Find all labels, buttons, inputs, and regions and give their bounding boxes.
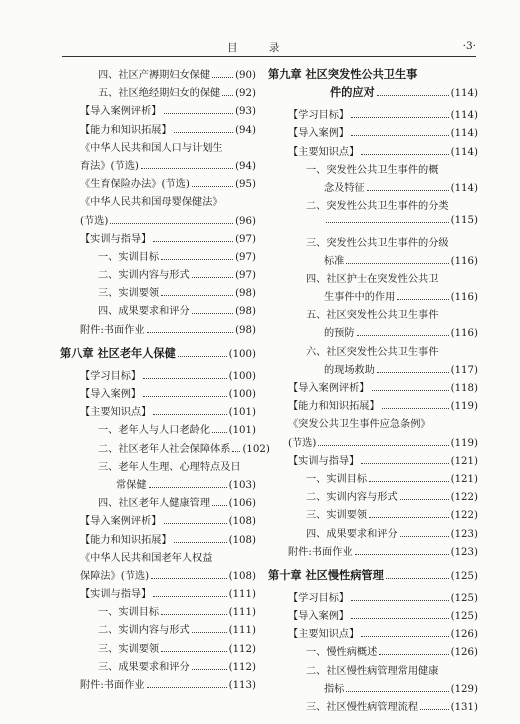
entry-title: 三、老年人生理、心理特点及日 bbox=[98, 461, 241, 473]
entry-title: 一、老年人与人口老龄化 bbox=[98, 425, 211, 437]
leader-dots bbox=[351, 612, 448, 619]
page-ref: (131) bbox=[450, 702, 478, 713]
entry-title: 六、社区突发性公共卫生事件 bbox=[306, 346, 439, 358]
leader-dots bbox=[164, 517, 227, 524]
entry-title: 四、社区老年人健康管理 bbox=[98, 498, 211, 510]
toc-entry bbox=[268, 680, 478, 698]
leader-dots bbox=[369, 475, 448, 482]
leader-dots bbox=[164, 107, 234, 114]
leader-dots bbox=[326, 216, 449, 223]
leader-dots bbox=[440, 167, 476, 173]
entry-title: 三、突发性公共卫生事件的分级 bbox=[306, 237, 449, 249]
toc-entry bbox=[268, 415, 478, 433]
toc-entry bbox=[268, 434, 478, 452]
leader-dots bbox=[367, 184, 449, 191]
page-ref: (100) bbox=[228, 370, 256, 382]
entry-title: 三、实训要领 bbox=[98, 288, 160, 300]
toc-entry bbox=[268, 488, 478, 506]
toc-entry bbox=[60, 567, 256, 585]
leader-dots bbox=[214, 555, 254, 561]
leader-dots bbox=[212, 499, 227, 506]
page-ref: (118) bbox=[450, 383, 478, 394]
entry-title: 【学习目标】 bbox=[80, 370, 142, 382]
leader-dots bbox=[346, 685, 448, 692]
leader-dots bbox=[377, 366, 449, 373]
entry-title: 二、实训内容与形式 bbox=[98, 625, 190, 637]
leader-dots bbox=[161, 289, 233, 296]
toc-entry bbox=[60, 367, 256, 385]
toc-entry bbox=[268, 179, 478, 197]
page-ref: (98) bbox=[235, 288, 256, 300]
page-ref: (94) bbox=[235, 160, 256, 172]
chapter-entry bbox=[268, 567, 478, 589]
entry-title: 二、社区慢性病管理常用健康 bbox=[306, 665, 439, 677]
entry-title: 一、慢性病概述 bbox=[306, 647, 378, 659]
entry-title: 二、实训内容与形式 bbox=[306, 492, 398, 504]
leader-dots bbox=[222, 89, 233, 96]
entry-title: 的预防 bbox=[324, 328, 355, 340]
leader-dots bbox=[174, 535, 227, 542]
leader-dots bbox=[192, 271, 233, 278]
entry-title: 第九章 社区突发性公共卫生事 bbox=[268, 68, 418, 81]
header-title: 目 录 bbox=[227, 42, 294, 54]
entry-title: 五、社区突发性公共卫生事件 bbox=[306, 310, 439, 322]
entry-title: 《生育保险办法》(节选) bbox=[80, 179, 190, 191]
toc-entry bbox=[268, 143, 478, 161]
running-header bbox=[62, 38, 476, 57]
page-ref: (125) bbox=[450, 592, 478, 604]
leader-dots bbox=[433, 421, 476, 427]
entry-title: 一、实训目标 bbox=[98, 607, 160, 619]
entry-title: 二、实训内容与形式 bbox=[98, 270, 190, 282]
toc-entry bbox=[268, 288, 478, 306]
entry-title: 【导入案例评析】 bbox=[288, 383, 370, 394]
toc-entry bbox=[268, 452, 478, 470]
page-ref: (94) bbox=[235, 124, 256, 136]
leader-dots bbox=[153, 590, 226, 597]
page-ref: (123) bbox=[450, 546, 478, 558]
toc-entry bbox=[60, 321, 256, 339]
entry-title: 【导入案例】 bbox=[80, 389, 142, 400]
entry-title: 三、实训要领 bbox=[98, 643, 160, 655]
leader-dots bbox=[161, 608, 226, 615]
leader-dots bbox=[147, 326, 234, 333]
entry-title: 附件:书面作业 bbox=[80, 680, 145, 691]
entry-title: 标准 bbox=[324, 255, 345, 267]
entry-title: 二、社区老年人社会保障体系 bbox=[98, 443, 231, 455]
page-ref: (101) bbox=[228, 425, 256, 437]
leader-dots bbox=[357, 329, 449, 336]
page-ref: (93) bbox=[235, 106, 256, 118]
entry-title: 附件:书面作业 bbox=[80, 324, 145, 336]
page-ref: (100) bbox=[228, 389, 256, 400]
toc-entry bbox=[268, 306, 478, 324]
leader-dots bbox=[440, 668, 476, 674]
toc-entry bbox=[60, 230, 256, 248]
toc-entry bbox=[268, 589, 478, 607]
toc-entry bbox=[60, 102, 256, 120]
toc-entry bbox=[268, 643, 478, 661]
toc-entry bbox=[268, 543, 478, 561]
entry-title: 常保健 bbox=[116, 479, 147, 491]
page-ref: (114) bbox=[450, 88, 478, 100]
leader-dots bbox=[143, 372, 226, 379]
page-ref: (119) bbox=[450, 401, 478, 413]
toc-entry bbox=[268, 106, 478, 124]
page-ref: (102) bbox=[242, 443, 270, 455]
entry-title: 【能力和知识拓展】 bbox=[80, 534, 172, 546]
chapter-entry bbox=[268, 84, 478, 106]
leader-dots bbox=[419, 72, 476, 78]
chapter-entry bbox=[268, 66, 478, 84]
page-ref: (116) bbox=[450, 255, 478, 267]
leader-dots bbox=[178, 350, 227, 357]
page-ref: (112) bbox=[228, 661, 256, 673]
page-ref: (125) bbox=[450, 570, 478, 582]
leader-dots bbox=[141, 162, 233, 169]
leader-dots bbox=[192, 663, 227, 670]
leader-dots bbox=[149, 481, 227, 488]
leader-dots bbox=[212, 71, 233, 78]
entry-title: 保障法》(节选) bbox=[80, 570, 150, 582]
leader-dots bbox=[225, 199, 254, 205]
entry-title: 育法》(节选) bbox=[80, 160, 139, 172]
toc-entry bbox=[60, 603, 256, 621]
toc-entry bbox=[268, 215, 478, 233]
page-ref: (97) bbox=[235, 270, 256, 282]
leader-dots bbox=[174, 125, 233, 132]
entry-title: 【实训与指导】 bbox=[80, 589, 152, 601]
page-ref: (125) bbox=[450, 611, 478, 623]
page-ref: (114) bbox=[450, 182, 478, 194]
chapter-entry bbox=[60, 345, 256, 367]
page-ref: (92) bbox=[235, 88, 256, 100]
toc-entry bbox=[60, 139, 256, 157]
leader-dots bbox=[382, 402, 449, 409]
toc-entry bbox=[268, 397, 478, 415]
page-ref: (108) bbox=[228, 516, 256, 528]
toc-entry bbox=[60, 248, 256, 266]
toc-entry bbox=[268, 698, 478, 716]
toc-entry bbox=[60, 84, 256, 102]
page-ref: (101) bbox=[228, 407, 256, 419]
leader-dots bbox=[212, 426, 227, 433]
page-ref: (122) bbox=[450, 492, 478, 504]
leader-dots bbox=[440, 349, 476, 355]
entry-title: 【学习目标】 bbox=[288, 592, 350, 604]
entry-title: (节选) bbox=[288, 437, 317, 449]
leader-dots bbox=[192, 180, 233, 187]
leader-dots bbox=[147, 681, 227, 688]
leader-dots bbox=[397, 293, 448, 300]
leader-dots bbox=[346, 257, 448, 264]
page-ref: (97) bbox=[235, 251, 256, 263]
entry-title: 【导入案例评析】 bbox=[80, 516, 162, 528]
entry-title: 《中华人民共和国人口与计划生 bbox=[80, 142, 223, 154]
entry-title: 【导入案例评析】 bbox=[80, 106, 162, 118]
toc-entry bbox=[268, 234, 478, 252]
page-ref: (129) bbox=[450, 683, 478, 695]
toc-entry bbox=[60, 658, 256, 676]
page-ref: (117) bbox=[450, 364, 478, 376]
toc-column-right bbox=[268, 66, 478, 716]
page-ref: (96) bbox=[235, 215, 256, 227]
leader-dots bbox=[386, 572, 449, 579]
page-ref: (121) bbox=[450, 455, 478, 467]
entry-title: 【导入案例】 bbox=[288, 128, 350, 140]
page-ref: (113) bbox=[228, 680, 256, 691]
toc-entry bbox=[268, 270, 478, 288]
entry-title: 【学习目标】 bbox=[288, 110, 350, 122]
toc-entry bbox=[60, 121, 256, 139]
toc-entry bbox=[60, 549, 256, 567]
toc-entry bbox=[268, 379, 478, 397]
leader-dots bbox=[161, 645, 226, 652]
entry-title: 四、社区护士在突发性公共卫 bbox=[306, 273, 439, 285]
page-ref: (126) bbox=[450, 647, 478, 659]
entry-title: 第八章 社区老年人保健 bbox=[60, 346, 176, 360]
page-ref: (95) bbox=[235, 179, 256, 191]
toc-entry bbox=[60, 440, 270, 458]
entry-title: 一、突发性公共卫生事件的概 bbox=[306, 164, 439, 176]
leader-dots bbox=[243, 464, 254, 470]
leader-dots bbox=[451, 239, 476, 245]
toc-entry bbox=[60, 494, 256, 512]
entry-title: 【主要知识点】 bbox=[288, 629, 360, 641]
leader-dots bbox=[379, 648, 448, 655]
page-ref: (122) bbox=[450, 510, 478, 522]
leader-dots bbox=[361, 457, 448, 464]
page-ref: (114) bbox=[450, 110, 478, 122]
toc-entry bbox=[60, 302, 256, 320]
toc-column-left bbox=[60, 66, 270, 694]
page-ref: (111) bbox=[228, 607, 256, 619]
page-ref: (111) bbox=[228, 625, 256, 637]
entry-title: 附件:书面作业 bbox=[288, 546, 353, 558]
page-ref: (119) bbox=[450, 437, 478, 449]
leader-dots bbox=[351, 111, 448, 118]
entry-title: 的现场救助 bbox=[324, 364, 375, 376]
leader-dots bbox=[192, 307, 233, 314]
leader-dots bbox=[232, 444, 240, 451]
page-ref: (97) bbox=[235, 233, 256, 245]
toc-entry bbox=[268, 607, 478, 625]
toc-entry bbox=[60, 66, 256, 84]
toc-entry bbox=[268, 525, 478, 543]
toc-entry bbox=[60, 284, 256, 302]
toc-entry bbox=[268, 470, 478, 488]
page-ref: (121) bbox=[450, 473, 478, 485]
page-ref: (116) bbox=[450, 328, 478, 340]
toc-entry bbox=[268, 343, 478, 361]
leader-dots bbox=[451, 203, 476, 209]
toc-entry bbox=[60, 585, 256, 603]
toc-entry bbox=[60, 157, 256, 175]
toc-entry bbox=[60, 175, 256, 193]
leader-dots bbox=[110, 216, 233, 223]
page-ref: (114) bbox=[450, 146, 478, 158]
toc-entry bbox=[60, 385, 256, 403]
entry-title: 四、成果要求和评分 bbox=[98, 306, 190, 318]
entry-title: 二、突发性公共卫生事件的分类 bbox=[306, 201, 449, 213]
entry-title: 一、实训目标 bbox=[306, 473, 368, 485]
leader-dots bbox=[369, 511, 448, 518]
page-ref: (108) bbox=[228, 570, 256, 582]
toc-entry bbox=[60, 476, 256, 494]
page-number: ·3· bbox=[462, 40, 476, 52]
page-ref: (98) bbox=[235, 324, 256, 336]
leader-dots bbox=[355, 548, 449, 555]
leader-dots bbox=[153, 235, 233, 242]
leader-dots bbox=[225, 145, 254, 151]
page-ref: (90) bbox=[235, 70, 256, 81]
leader-dots bbox=[351, 129, 448, 136]
leader-dots bbox=[351, 594, 448, 601]
entry-title: 三、社区慢性病管理流程 bbox=[306, 702, 419, 713]
page-ref: (114) bbox=[450, 128, 478, 140]
toc-entry bbox=[60, 676, 256, 694]
leader-dots bbox=[161, 253, 233, 260]
entry-title: 【实训与指导】 bbox=[80, 233, 152, 245]
page-ref: (116) bbox=[450, 292, 478, 304]
entry-title: 三、实训要领 bbox=[306, 510, 368, 522]
entry-title: 【实训与指导】 bbox=[288, 455, 360, 467]
toc-entry bbox=[268, 324, 478, 342]
page-ref: (111) bbox=[228, 589, 256, 601]
toc-entry bbox=[60, 266, 256, 284]
entry-title: 【能力和知识拓展】 bbox=[288, 401, 380, 413]
entry-title: 【能力和知识拓展】 bbox=[80, 124, 172, 136]
entry-title: 一、实训目标 bbox=[98, 251, 160, 263]
leader-dots bbox=[192, 626, 227, 633]
leader-dots bbox=[361, 630, 448, 637]
page-ref: (98) bbox=[235, 306, 256, 318]
entry-title: 件的应对 bbox=[330, 86, 375, 100]
entry-title: (节选) bbox=[80, 215, 109, 227]
entry-title: 【导入案例】 bbox=[288, 611, 350, 623]
entry-title: 四、成果要求和评分 bbox=[306, 528, 398, 540]
toc-entry bbox=[60, 403, 256, 421]
entry-title: 三、成果要求和评分 bbox=[98, 661, 190, 673]
toc-entry bbox=[268, 252, 478, 270]
leader-dots bbox=[420, 703, 449, 710]
leader-dots bbox=[400, 529, 449, 536]
entry-title: 念及特征 bbox=[324, 182, 365, 194]
page-ref: (106) bbox=[228, 498, 256, 510]
leader-dots bbox=[377, 89, 449, 96]
entry-title: 生事件中的作用 bbox=[324, 292, 396, 304]
toc-entry bbox=[268, 361, 478, 379]
entry-title: 《中华人民共和国母婴保健法》 bbox=[80, 197, 223, 209]
toc-entry bbox=[60, 421, 256, 439]
page-ref: (115) bbox=[450, 215, 478, 227]
toc-entry bbox=[60, 621, 256, 639]
leader-dots bbox=[151, 572, 227, 579]
toc-entry bbox=[268, 161, 478, 179]
page-ref: (112) bbox=[228, 643, 256, 655]
leader-dots bbox=[318, 438, 448, 445]
toc-entry bbox=[268, 124, 478, 142]
entry-title: 四、社区产褥期妇女保健 bbox=[98, 70, 211, 81]
leader-dots bbox=[153, 408, 226, 415]
leader-dots bbox=[440, 276, 476, 282]
page-ref: (103) bbox=[228, 479, 256, 491]
toc-entry bbox=[268, 197, 478, 215]
entry-title: 【主要知识点】 bbox=[80, 407, 152, 419]
entry-title: 《突发公共卫生事件应急条例》 bbox=[288, 419, 431, 431]
page-ref: (123) bbox=[450, 528, 478, 540]
toc-entry bbox=[60, 458, 256, 476]
toc-entry bbox=[60, 531, 256, 549]
toc-entry bbox=[268, 662, 478, 680]
entry-title: 第十章 社区慢性病管理 bbox=[268, 568, 384, 582]
toc-entry bbox=[60, 193, 256, 211]
toc-entry bbox=[60, 640, 256, 658]
leader-dots bbox=[361, 147, 448, 154]
toc-entry bbox=[268, 506, 478, 524]
toc-entry bbox=[268, 625, 478, 643]
leader-dots bbox=[143, 390, 226, 397]
page-ref: (108) bbox=[228, 534, 256, 546]
toc-entry bbox=[60, 512, 256, 530]
leader-dots bbox=[372, 384, 449, 391]
page-ref: (126) bbox=[450, 629, 478, 641]
entry-title: 指标 bbox=[324, 683, 345, 695]
leader-dots bbox=[400, 493, 449, 500]
toc-entry bbox=[60, 212, 256, 230]
entry-title: 五、社区绝经期妇女的保健 bbox=[98, 88, 221, 100]
leader-dots bbox=[440, 312, 476, 318]
entry-title: 【主要知识点】 bbox=[288, 146, 360, 158]
entry-title: 《中华人民共和国老年人权益 bbox=[80, 552, 213, 564]
page-ref: (100) bbox=[228, 348, 256, 360]
